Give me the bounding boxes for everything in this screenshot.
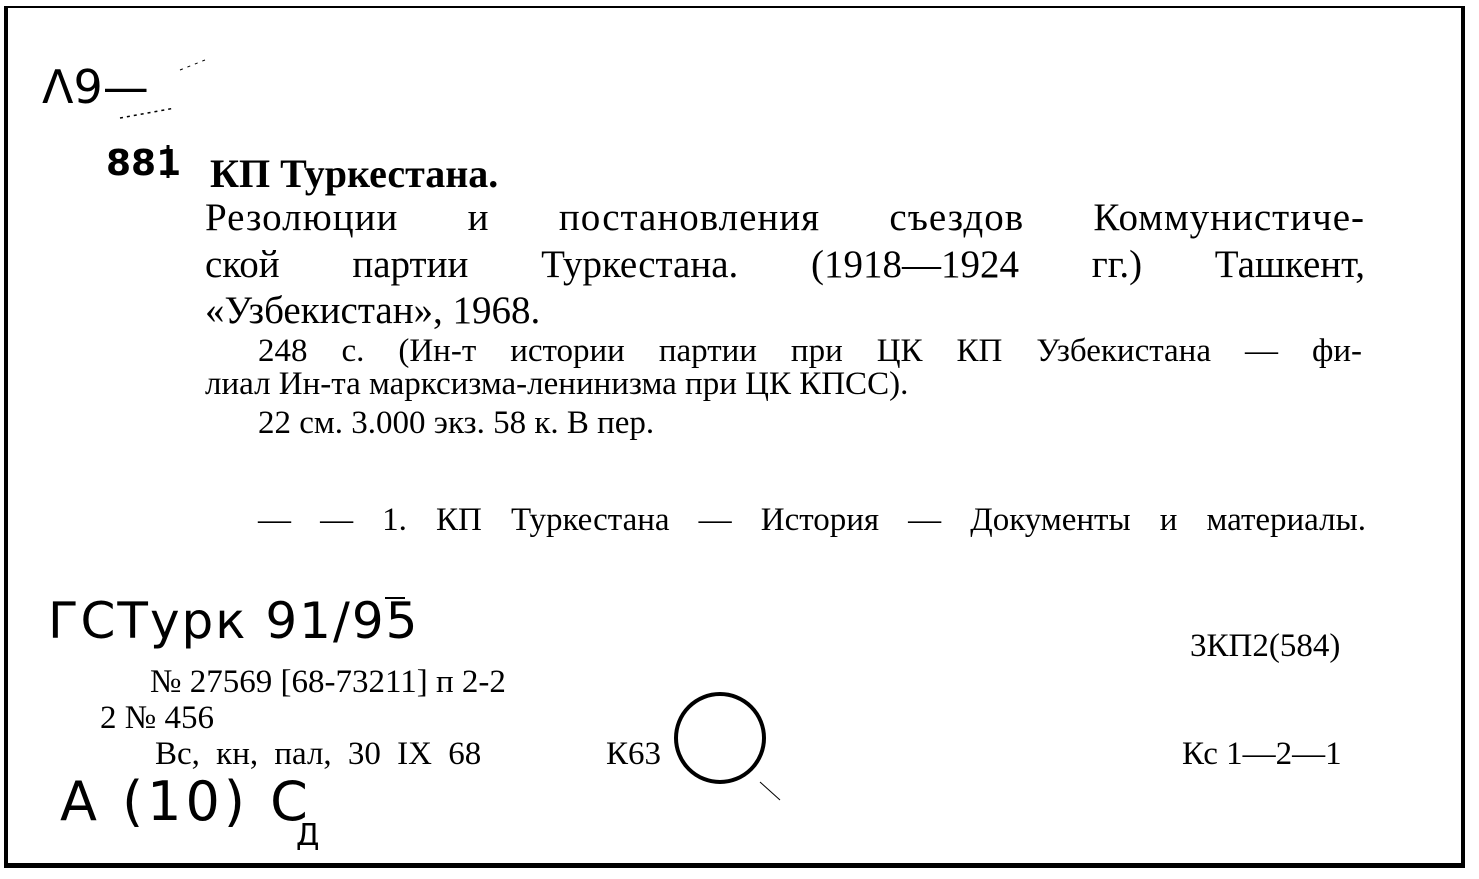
title-line-1: Резолюции и постановления съездов Коммунистиче-: [205, 196, 1365, 239]
notes-line-1: 248 с. (Ин-т истории партии при ЦК КП Узбекистана — фи-: [258, 333, 1362, 369]
notes-line-3: 22 см. 3.000 экз. 58 к. В пер.: [258, 405, 655, 441]
card-heading: КП Туркестана.: [210, 151, 499, 196]
copy-number: 2 № 456: [100, 700, 214, 736]
catalog-code: Кс 1—2—1: [1182, 736, 1342, 772]
handwritten-bottom-sub: Д: [296, 818, 320, 853]
title-line-2: ской партии Туркестана. (1918—1924 гг.) Ташкент,: [205, 243, 1365, 286]
print-code: К63: [606, 736, 662, 772]
handwritten-bottom-mark: А (10) С: [60, 770, 312, 833]
stamp-circle: [676, 694, 764, 782]
classification-code: 3КП2(584): [1190, 628, 1341, 664]
record-number: № 27569 [68-73211] п 2-2: [150, 664, 506, 700]
handwritten-top-mark: Λ9—: [42, 60, 149, 114]
handwritten-call-number: ГСТурк 91/95: [48, 592, 420, 650]
stamp-tail: [760, 782, 780, 800]
card-number: 881: [106, 143, 182, 184]
notes-line-2: лиал Ин-та марксизма-ленинизма при ЦК КПСС).: [205, 366, 909, 402]
subject-heading: — — 1. КП Туркестана — История — Документы и материалы.: [258, 502, 1366, 538]
hand-dash-2: [180, 60, 205, 70]
print-info: Вс, кн, пал, 30 IX 68: [155, 736, 482, 772]
hand-dash: [120, 108, 175, 118]
title-line-3: «Узбекистан», 1968.: [205, 289, 541, 332]
